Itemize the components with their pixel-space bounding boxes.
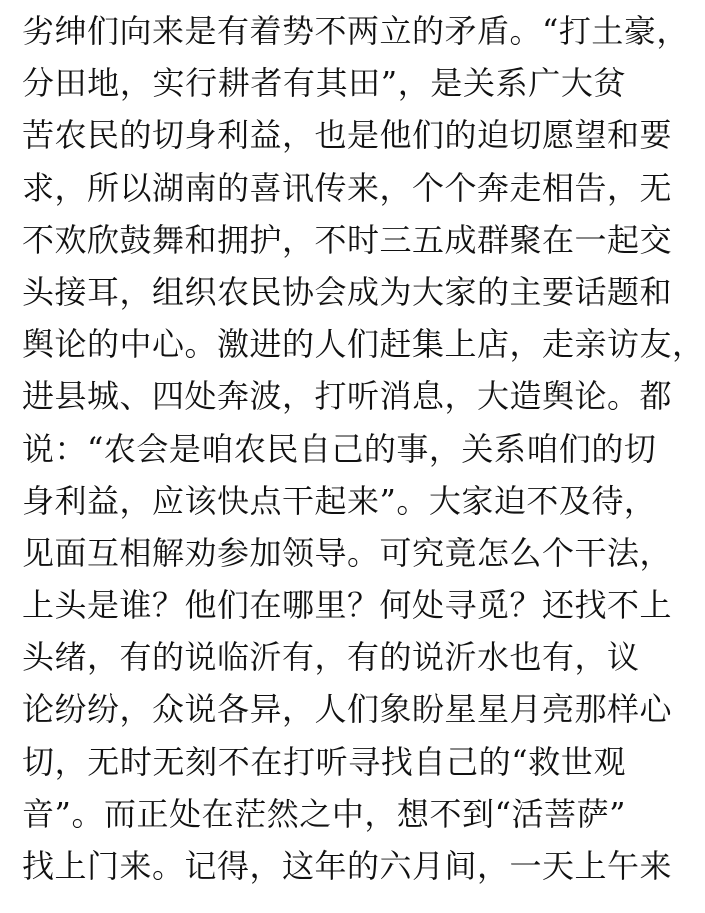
text-line-7: 舆论的中心。激进的人们赶集上店，走亲访友， xyxy=(22,325,705,364)
body-text xyxy=(22,12,705,901)
text-line-5: 不欢欣鼓舞和拥护，不时三五成群聚在一起交 xyxy=(22,220,673,259)
text-line-9: 说：“农会是咱农民自己的事，关系咱们的切 xyxy=(22,429,657,468)
text-line-17: 找上门来。记得，这年的六月间，一天上午来 xyxy=(22,847,673,885)
text-line-10: 身利益，应该快点干起来”。大家迫不及待， xyxy=(22,481,657,520)
text-line-16: 音”。而正处在茫然之中，想不到“活菩萨” xyxy=(22,794,626,833)
text-line-3: 苦农民的切身利益，也是他们的迫切愿望和要 xyxy=(22,116,673,155)
text-line-1: 劣绅们向来是有着势不两立的矛盾。“打土豪， xyxy=(22,12,689,50)
text-line-11: 见面互相解劝参加领导。可究竟怎么个干法， xyxy=(22,533,673,572)
text-line-15: 切，无时无刻不在打听寻找自己的“救世观 xyxy=(22,742,626,781)
text-line-6: 头接耳，组织农民协会成为大家的主要话题和 xyxy=(22,272,673,311)
text-line-14: 论纷纷，众说各异，人们象盼星星月亮那样心 xyxy=(22,690,673,729)
text-line-8: 进县城、四处奔波，打听消息，大造舆论。都 xyxy=(22,377,673,416)
text-line-13: 头绪，有的说临沂有，有的说沂水也有，议 xyxy=(22,638,640,677)
text-line-12: 上头是谁？他们在哪里？何处寻觅？还找不上 xyxy=(22,586,673,625)
text-line-4: 求，所以湖南的喜讯传来，个个奔走相告，无 xyxy=(22,168,673,207)
text-line-2: 分田地，实行耕者有其田”，是关系广大贫 xyxy=(22,64,626,103)
